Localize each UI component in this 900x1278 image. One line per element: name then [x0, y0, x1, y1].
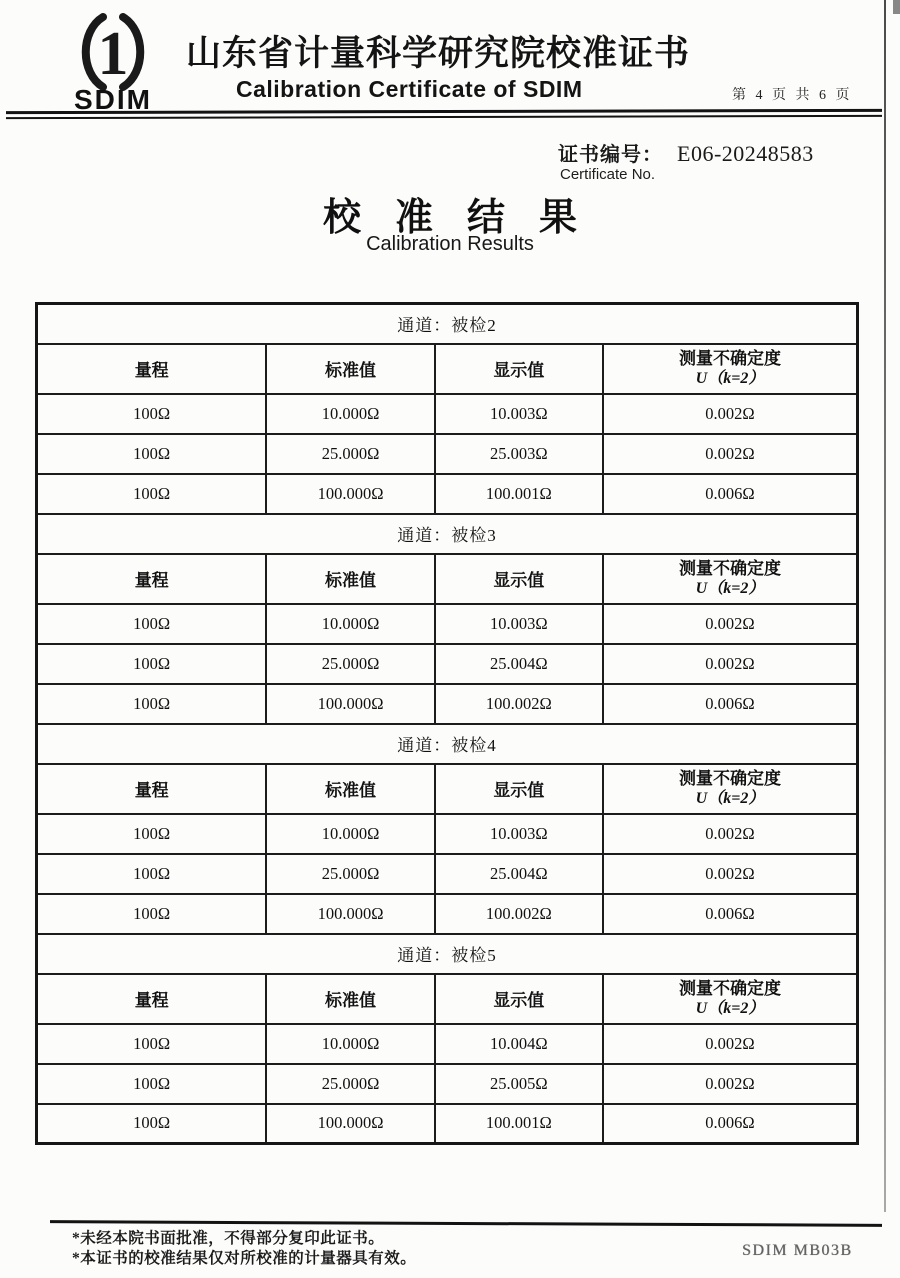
cell-uncertainty: 0.006Ω: [603, 894, 858, 934]
org-title-en: Calibration Certificate of SDIM: [236, 76, 583, 102]
cell-uncertainty: 0.002Ω: [603, 644, 858, 684]
cell-standard-value: 25.000Ω: [266, 854, 434, 894]
footer-divider: [50, 1220, 882, 1227]
cell-uncertainty: 0.002Ω: [603, 434, 858, 474]
cell-displayed-value: 10.003Ω: [435, 604, 603, 644]
table-row: [37, 1064, 858, 1104]
col-header-displayed-value: 显示值: [435, 554, 603, 604]
cell-displayed-value: 100.001Ω: [435, 1104, 603, 1144]
cell-standard-value: 100.000Ω: [266, 894, 434, 934]
footnotes: [72, 1229, 416, 1269]
sdim-logo-icon: [51, 12, 175, 92]
cell-range: 100Ω: [37, 814, 267, 854]
cell-standard-value: 10.000Ω: [266, 394, 434, 434]
channel-label: 通道：被检4: [37, 724, 858, 764]
col-header-standard-value: 标准值: [266, 554, 434, 604]
certificate-number-value: E06-20248583: [677, 141, 814, 166]
cell-displayed-value: 10.003Ω: [435, 394, 603, 434]
table-row: [37, 814, 858, 854]
col-header-range: 量程: [37, 974, 267, 1024]
cell-uncertainty: 0.002Ω: [603, 1024, 858, 1064]
org-title-cn: 山东省计量科学研究院校准证书: [186, 34, 691, 73]
channel-header-row: [37, 934, 858, 974]
channel-label: 通道：被检5: [37, 934, 858, 974]
cell-range: 100Ω: [37, 1024, 267, 1064]
scan-corner-mark: [893, 0, 900, 14]
cell-uncertainty: 0.002Ω: [603, 394, 858, 434]
table-row: [37, 394, 858, 434]
cell-range: 100Ω: [37, 1064, 267, 1104]
results-title-en: Calibration Results: [366, 233, 534, 255]
cell-uncertainty: 0.006Ω: [603, 684, 858, 724]
svg-text:1: 1: [97, 20, 129, 88]
scan-edge-line: [884, 0, 886, 1212]
column-header-row: [37, 764, 858, 814]
channel-section: [37, 724, 858, 934]
cell-displayed-value: 100.002Ω: [435, 894, 603, 934]
results-title-cn: 校准结果: [322, 197, 611, 239]
col-header-displayed-value: 显示值: [435, 764, 603, 814]
sdim-logo-text: SDIM: [74, 84, 152, 115]
col-header-displayed-value: 显示值: [435, 974, 603, 1024]
cell-displayed-value: 25.004Ω: [435, 854, 603, 894]
cell-displayed-value: 25.003Ω: [435, 434, 603, 474]
cell-standard-value: 25.000Ω: [266, 434, 434, 474]
cell-range: 100Ω: [37, 394, 267, 434]
cell-uncertainty: 0.006Ω: [603, 1104, 858, 1144]
col-header-range: 量程: [37, 554, 267, 604]
footnote-2: *本证书的校准结果仅对所校准的计量器具有效。: [72, 1250, 417, 1267]
certificate-number-block: [558, 138, 814, 167]
cell-range: 100Ω: [37, 854, 267, 894]
sdim-logo: [48, 12, 178, 116]
form-code: SDIM MB03B: [742, 1242, 853, 1259]
cell-uncertainty: 0.002Ω: [603, 854, 858, 894]
cell-range: 100Ω: [37, 684, 267, 724]
channel-label: 通道：被检2: [37, 304, 858, 344]
cell-displayed-value: 10.004Ω: [435, 1024, 603, 1064]
table-row: [37, 644, 858, 684]
cell-uncertainty: 0.002Ω: [603, 814, 858, 854]
cell-standard-value: 100.000Ω: [266, 684, 434, 724]
table-row: [37, 434, 858, 474]
cell-range: 100Ω: [37, 894, 267, 934]
table-row: [37, 1024, 858, 1064]
cell-standard-value: 100.000Ω: [266, 474, 434, 514]
cell-uncertainty: 0.006Ω: [603, 474, 858, 514]
column-header-row: [37, 344, 858, 394]
cell-displayed-value: 100.002Ω: [435, 684, 603, 724]
uncertainty-header-line2: U（k=2）: [695, 789, 765, 807]
cell-standard-value: 25.000Ω: [266, 1064, 434, 1104]
cell-range: 100Ω: [37, 1104, 267, 1144]
uncertainty-header-line1: 测量不确定度: [678, 348, 781, 368]
col-header-standard-value: 标准值: [266, 764, 434, 814]
uncertainty-header-line1: 测量不确定度: [678, 558, 781, 578]
channel-header-row: [37, 304, 858, 344]
table-row: [37, 894, 858, 934]
col-header-standard-value: 标准值: [266, 974, 434, 1024]
table-row: [37, 684, 858, 724]
uncertainty-header-line1: 测量不确定度: [678, 768, 781, 788]
channel-section: [37, 304, 858, 514]
cell-standard-value: 10.000Ω: [266, 1024, 434, 1064]
cell-uncertainty: 0.002Ω: [603, 604, 858, 644]
cell-standard-value: 10.000Ω: [266, 814, 434, 854]
uncertainty-header-line2: U（k=2）: [695, 369, 765, 387]
table-row: [37, 854, 858, 894]
header-divider: [6, 109, 882, 119]
channel-header-row: [37, 724, 858, 764]
certificate-number-label-en: Certificate No.: [560, 166, 656, 183]
channel-section: [37, 514, 858, 724]
calibration-results-table: [35, 302, 859, 1145]
col-header-uncertainty: [603, 764, 858, 814]
channel-label: 通道：被检3: [37, 514, 858, 554]
cell-range: 100Ω: [37, 604, 267, 644]
cell-range: 100Ω: [37, 474, 267, 514]
channel-section: [37, 934, 858, 1144]
col-header-range: 量程: [37, 344, 267, 394]
uncertainty-header-line1: 测量不确定度: [678, 978, 781, 998]
col-header-uncertainty: [603, 344, 858, 394]
uncertainty-header-line2: U（k=2）: [695, 579, 765, 597]
channel-header-row: [37, 514, 858, 554]
cell-range: 100Ω: [37, 644, 267, 684]
cell-displayed-value: 10.003Ω: [435, 814, 603, 854]
table-row: [37, 474, 858, 514]
cell-displayed-value: 25.005Ω: [435, 1064, 603, 1104]
cell-displayed-value: 25.004Ω: [435, 644, 603, 684]
col-header-uncertainty: [603, 554, 858, 604]
page-number: 第 4 页 共 6 页: [732, 88, 853, 103]
uncertainty-header-line2: U（k=2）: [695, 999, 765, 1017]
footnote-1: *未经本院书面批准，不得部分复印此证书。: [72, 1230, 385, 1247]
cell-displayed-value: 100.001Ω: [435, 474, 603, 514]
col-header-uncertainty: [603, 974, 858, 1024]
cell-uncertainty: 0.002Ω: [603, 1064, 858, 1104]
certificate-number-label: 证书编号：: [558, 144, 663, 166]
cell-range: 100Ω: [37, 434, 267, 474]
cell-standard-value: 25.000Ω: [266, 644, 434, 684]
col-header-range: 量程: [37, 764, 267, 814]
table-row: [37, 604, 858, 644]
column-header-row: [37, 554, 858, 604]
table-row: [37, 1104, 858, 1144]
column-header-row: [37, 974, 858, 1024]
col-header-displayed-value: 显示值: [435, 344, 603, 394]
cell-standard-value: 100.000Ω: [266, 1104, 434, 1144]
cell-standard-value: 10.000Ω: [266, 604, 434, 644]
col-header-standard-value: 标准值: [266, 344, 434, 394]
